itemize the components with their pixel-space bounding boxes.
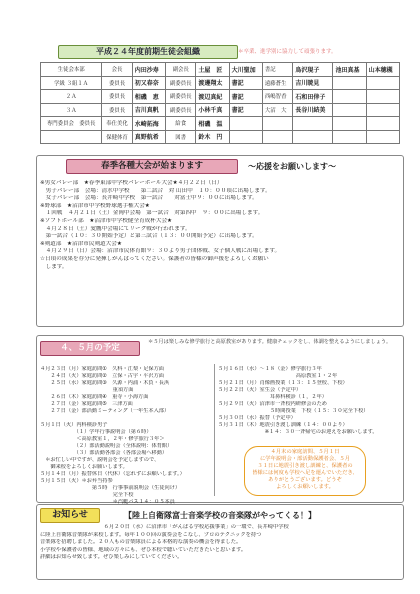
committee-cell: 鈴木 円 bbox=[196, 130, 229, 144]
text-line: ＊お忙しい中ですが、説明会を予定しますので、 bbox=[40, 457, 160, 463]
text-line: に陸上自衛隊音楽隊が来校します。毎年１００回の演奏会をこなし、プロのテクニックを持つ bbox=[40, 531, 262, 538]
text-line: 耳鼻科検診（１，２年） bbox=[218, 394, 327, 400]
committee-cell: 吉川暁見 bbox=[293, 76, 333, 90]
committee-cell: 生徒会本部 bbox=[41, 63, 102, 77]
committee-cell: 真野航希 bbox=[132, 130, 165, 144]
committee-cell bbox=[41, 130, 102, 144]
committee-cell bbox=[333, 103, 366, 117]
text-line: ☆日頃の成果を存分に発揮しがんばってください。保護者の皆様の御声援をよろしくお願い bbox=[40, 255, 269, 262]
text-line: ４月２９日（日）会場：沼津市民体育館９：３０より男子団体戦、女子個人戦に出場します。 bbox=[40, 248, 281, 255]
text-line: ６月２０日（水）に沼津市「がんばる学校応援事業」の一環で、長井崎中学校 bbox=[40, 524, 289, 530]
committee-row bbox=[41, 103, 400, 117]
committee-cell: 吉川真帆 bbox=[132, 103, 165, 117]
text-line: （２）部活動説明会（全体説明：体育館） bbox=[40, 443, 173, 449]
committee-cell bbox=[293, 130, 333, 144]
thanks-bubble bbox=[244, 446, 366, 496]
schedule-title: ４、５月の予定 bbox=[40, 341, 140, 356]
text-line: 重須方面 bbox=[40, 387, 134, 393]
text-line: ４月２３日（月）家庭訪問① 久科・江梨・足保方面 bbox=[40, 366, 164, 372]
text-line: 音楽隊を招聘しました。２０人もの音楽隊員による本格的な演奏の機会を得ました。 bbox=[40, 539, 242, 546]
committee-cell bbox=[333, 90, 366, 104]
text-line: ２７日（金）家庭訪問⑤ 三津方面 bbox=[40, 401, 133, 407]
text-line: します。 bbox=[40, 263, 68, 270]
committee-cell: 水崎拓海 bbox=[132, 117, 165, 131]
committee-cell: 副委員長 bbox=[165, 103, 195, 117]
committee-cell bbox=[366, 76, 399, 90]
committee-cell: 鳥沢現子 bbox=[293, 63, 333, 77]
committee-cell: 相磯 恵 bbox=[132, 90, 165, 104]
text-line: ５月３０日（水）振替（予定中） bbox=[218, 415, 296, 421]
committee-cell: 土屋 匠 bbox=[196, 63, 229, 77]
text-line: ５月３１日（木）地震引き渡し訓練（１４：００より） bbox=[218, 422, 348, 428]
committee-cell: 西嶋智香 bbox=[262, 90, 292, 104]
committee-cell: 内田沙寿 bbox=[132, 63, 165, 77]
committee-cell: ２Ａ bbox=[41, 90, 102, 104]
committee-row bbox=[41, 117, 400, 131]
text-line: 第一試合（１０：３０開始予定）と第三試合（１３：００開始予定）に出場します。 bbox=[40, 233, 258, 240]
notice-body bbox=[40, 524, 400, 562]
text-line: ありがとうございます。どうぞ bbox=[268, 477, 342, 483]
text-line: 小学校や保護者の皆様、地域の方々にも、ぜひ本校で聴いていただきたいと思います。 bbox=[40, 546, 247, 553]
committee-cell: 副会長 bbox=[165, 63, 195, 77]
text-line: ※１４：３０一斉帰宅のお迎えをお願いします。 bbox=[218, 429, 378, 435]
committee-cell bbox=[333, 117, 366, 131]
text-line: ※ソフトボール部 ★沼津市中学校健全育成杯大会★ bbox=[40, 217, 173, 224]
schedule-note: ＊５月は楽しみな修学旅行と高原教室があります。健康チェックをし、体調を整えるようにしましょう。 bbox=[148, 339, 392, 345]
committee-title: 平成２４年度前期生徒会組織 bbox=[58, 45, 238, 59]
text-line: 皆様には何度も学校へ足を運んでいただき、 bbox=[252, 470, 358, 476]
committee-cell bbox=[366, 130, 399, 144]
committee-cell bbox=[366, 90, 399, 104]
committee-cell bbox=[262, 130, 292, 144]
schedule-left-column bbox=[40, 366, 212, 506]
committee-cell: 委員長 bbox=[102, 90, 132, 104]
notice-headline: 【陸上自衛隊富士音楽学校の音楽隊がやってくる！】 bbox=[124, 511, 316, 520]
committee-cell: 給食 bbox=[165, 117, 195, 131]
text-line: ３１日に地震引き渡し訓練と、保護者の bbox=[257, 463, 353, 469]
text-line: ４月２８日（土）愛鷹中会場にてリーグ戦が行われます。 bbox=[40, 225, 191, 232]
committee-cell: 専門委員会 委員長 bbox=[41, 117, 102, 131]
spring-body bbox=[40, 180, 400, 271]
committee-cell: 渡邊翔太 bbox=[196, 76, 229, 90]
committee-cell: 保健体育 bbox=[102, 130, 132, 144]
text-line: 男子バレー部 会場：清水中学校 第二試合 対 山田中 １０：００頃に出場します。 bbox=[40, 187, 271, 194]
text-line: （１）学年行事説明会（第６時） bbox=[40, 429, 152, 435]
committee-cell: 池田真基 bbox=[333, 63, 366, 77]
committee-cell: 山本穂槻 bbox=[366, 63, 399, 77]
committee-cell: 遠藤蒼生 bbox=[262, 76, 292, 90]
text-line: （３）部活動各部会（各部会場へ移動） bbox=[40, 450, 168, 456]
committee-cell: 会長 bbox=[102, 63, 132, 77]
committee-cell: 書記 bbox=[262, 63, 292, 77]
committee-cell: 副委員長 bbox=[165, 90, 195, 104]
committee-cell: 大川聖加 bbox=[229, 63, 262, 77]
text-line: ※野球部 ★沼津市中学校野球選手権大会★ bbox=[40, 202, 150, 209]
committee-cell: 相磯 温 bbox=[196, 117, 229, 131]
committee-cell: 書記 bbox=[229, 90, 262, 104]
committee-cell bbox=[333, 130, 366, 144]
committee-row bbox=[41, 63, 400, 77]
committee-cell: 副委員長 bbox=[165, 76, 195, 90]
text-line: 高原教室１・２年 bbox=[218, 373, 338, 379]
committee-cell bbox=[366, 103, 399, 117]
text-line: １回戦 ４月２１日（土）金岡中会場 第一試合 対第四中 ９：００に出場します。 bbox=[40, 210, 264, 217]
text-line: ５月１５日（火）＊お弁当持参 bbox=[40, 478, 113, 484]
text-line: ２４日（火）家庭訪問② 立保・古宇・平沢方面 bbox=[40, 373, 164, 379]
committee-cell: 委員長 bbox=[102, 76, 132, 90]
committee-cell: 初又春奈 bbox=[132, 76, 165, 90]
committee-cell: 小林千真 bbox=[196, 103, 229, 117]
text-line: ＊汽艇バス１４：０５本員 bbox=[40, 499, 175, 505]
committee-cell: ３Ａ bbox=[41, 103, 102, 117]
committee-cell: 渡辺真紀 bbox=[196, 90, 229, 104]
text-line: ※男女バレー部 ★春季東部中学校バレーボール大会★４月２２日（日） bbox=[40, 180, 223, 186]
text-line: 御来校をよろしくお願いします。 bbox=[40, 464, 128, 470]
text-line: ５月２２日（火）室生会（予定中） bbox=[218, 387, 302, 393]
spring-subtitle: 〜応援をお願いします〜 bbox=[248, 162, 336, 171]
text-line: ５時間授業 下校（１５：３０完全下校） bbox=[218, 408, 369, 414]
schedule-divider bbox=[214, 364, 215, 496]
text-line: 詳細はお知らせ致します。ぜひ楽しみにしていてください。 bbox=[40, 554, 183, 561]
committee-note: ＊卒業、進学別に協力して頑張ります。 bbox=[238, 49, 337, 55]
text-line: 女子バレー部 会場：長井崎中学校 第一試合 対富士中９：００に出場します。 bbox=[40, 195, 258, 202]
committee-cell: 書記 bbox=[229, 103, 262, 117]
committee-cell bbox=[366, 117, 399, 131]
committee-cell: 長谷川結美 bbox=[293, 103, 333, 117]
text-line: に学年説明会・部活動保護者会、５月 bbox=[259, 456, 351, 462]
text-line: ※剣道部 ★沼津市民剣道大会★ bbox=[40, 240, 122, 247]
committee-cell: 学級 ３組１Ａ bbox=[41, 76, 102, 90]
notice-title: お知らせ bbox=[40, 508, 100, 523]
text-line: よろしくお願いします。 bbox=[276, 484, 334, 490]
text-line: ＜高原教室１，２年・修学旅行３年＞ bbox=[40, 436, 165, 442]
committee-cell bbox=[293, 117, 333, 131]
spring-title: 春季各種大会が始まります bbox=[66, 159, 238, 174]
text-line: ２６日（木）家庭訪問④ 重寺・小海方面 bbox=[40, 394, 149, 400]
text-line: ５月２１日（月）肖像画授業（１３：１５登校、下校） bbox=[218, 380, 348, 386]
text-line: ２７日（金）部活動ミーティング（一年生本入部） bbox=[40, 408, 170, 414]
text-line: ５月１日（火）内科検診男子 bbox=[40, 422, 108, 428]
committee-cell bbox=[229, 117, 262, 131]
schedule-right-column bbox=[218, 366, 398, 436]
committee-table bbox=[40, 62, 400, 144]
text-line: 第５時 行事事前説明会（生徒向け） bbox=[40, 485, 181, 491]
committee-cell: 書記 bbox=[229, 76, 262, 90]
committee-row bbox=[41, 76, 400, 90]
text-line bbox=[40, 415, 212, 422]
committee-cell: 奉仕美化 bbox=[102, 117, 132, 131]
committee-cell bbox=[229, 130, 262, 144]
committee-cell bbox=[262, 117, 292, 131]
committee-cell bbox=[333, 76, 366, 90]
committee-row bbox=[41, 90, 400, 104]
committee-row bbox=[41, 130, 400, 144]
committee-cell: 石和田倖子 bbox=[293, 90, 333, 104]
text-line: ５月２９日（火）沼津市一斉校内研修会のため bbox=[218, 401, 327, 407]
text-line: ２５日（水）家庭訪問③ 久源・内浦・木負・長浜 bbox=[40, 380, 170, 386]
committee-cell: 図書 bbox=[165, 130, 195, 144]
text-line: ５月１６日（水）〜１８（金）修学旅行３年 bbox=[218, 366, 322, 372]
text-line: 完全下校 bbox=[40, 492, 134, 498]
committee-cell: 委員長 bbox=[102, 103, 132, 117]
text-line: ５月１４日（月）振替休日（代休）（忘れずにお願いします。） bbox=[40, 471, 185, 477]
committee-cell: 大沼 大 bbox=[262, 103, 292, 117]
text-line: ４月末の家庭訪問、５月１日 bbox=[270, 449, 340, 455]
